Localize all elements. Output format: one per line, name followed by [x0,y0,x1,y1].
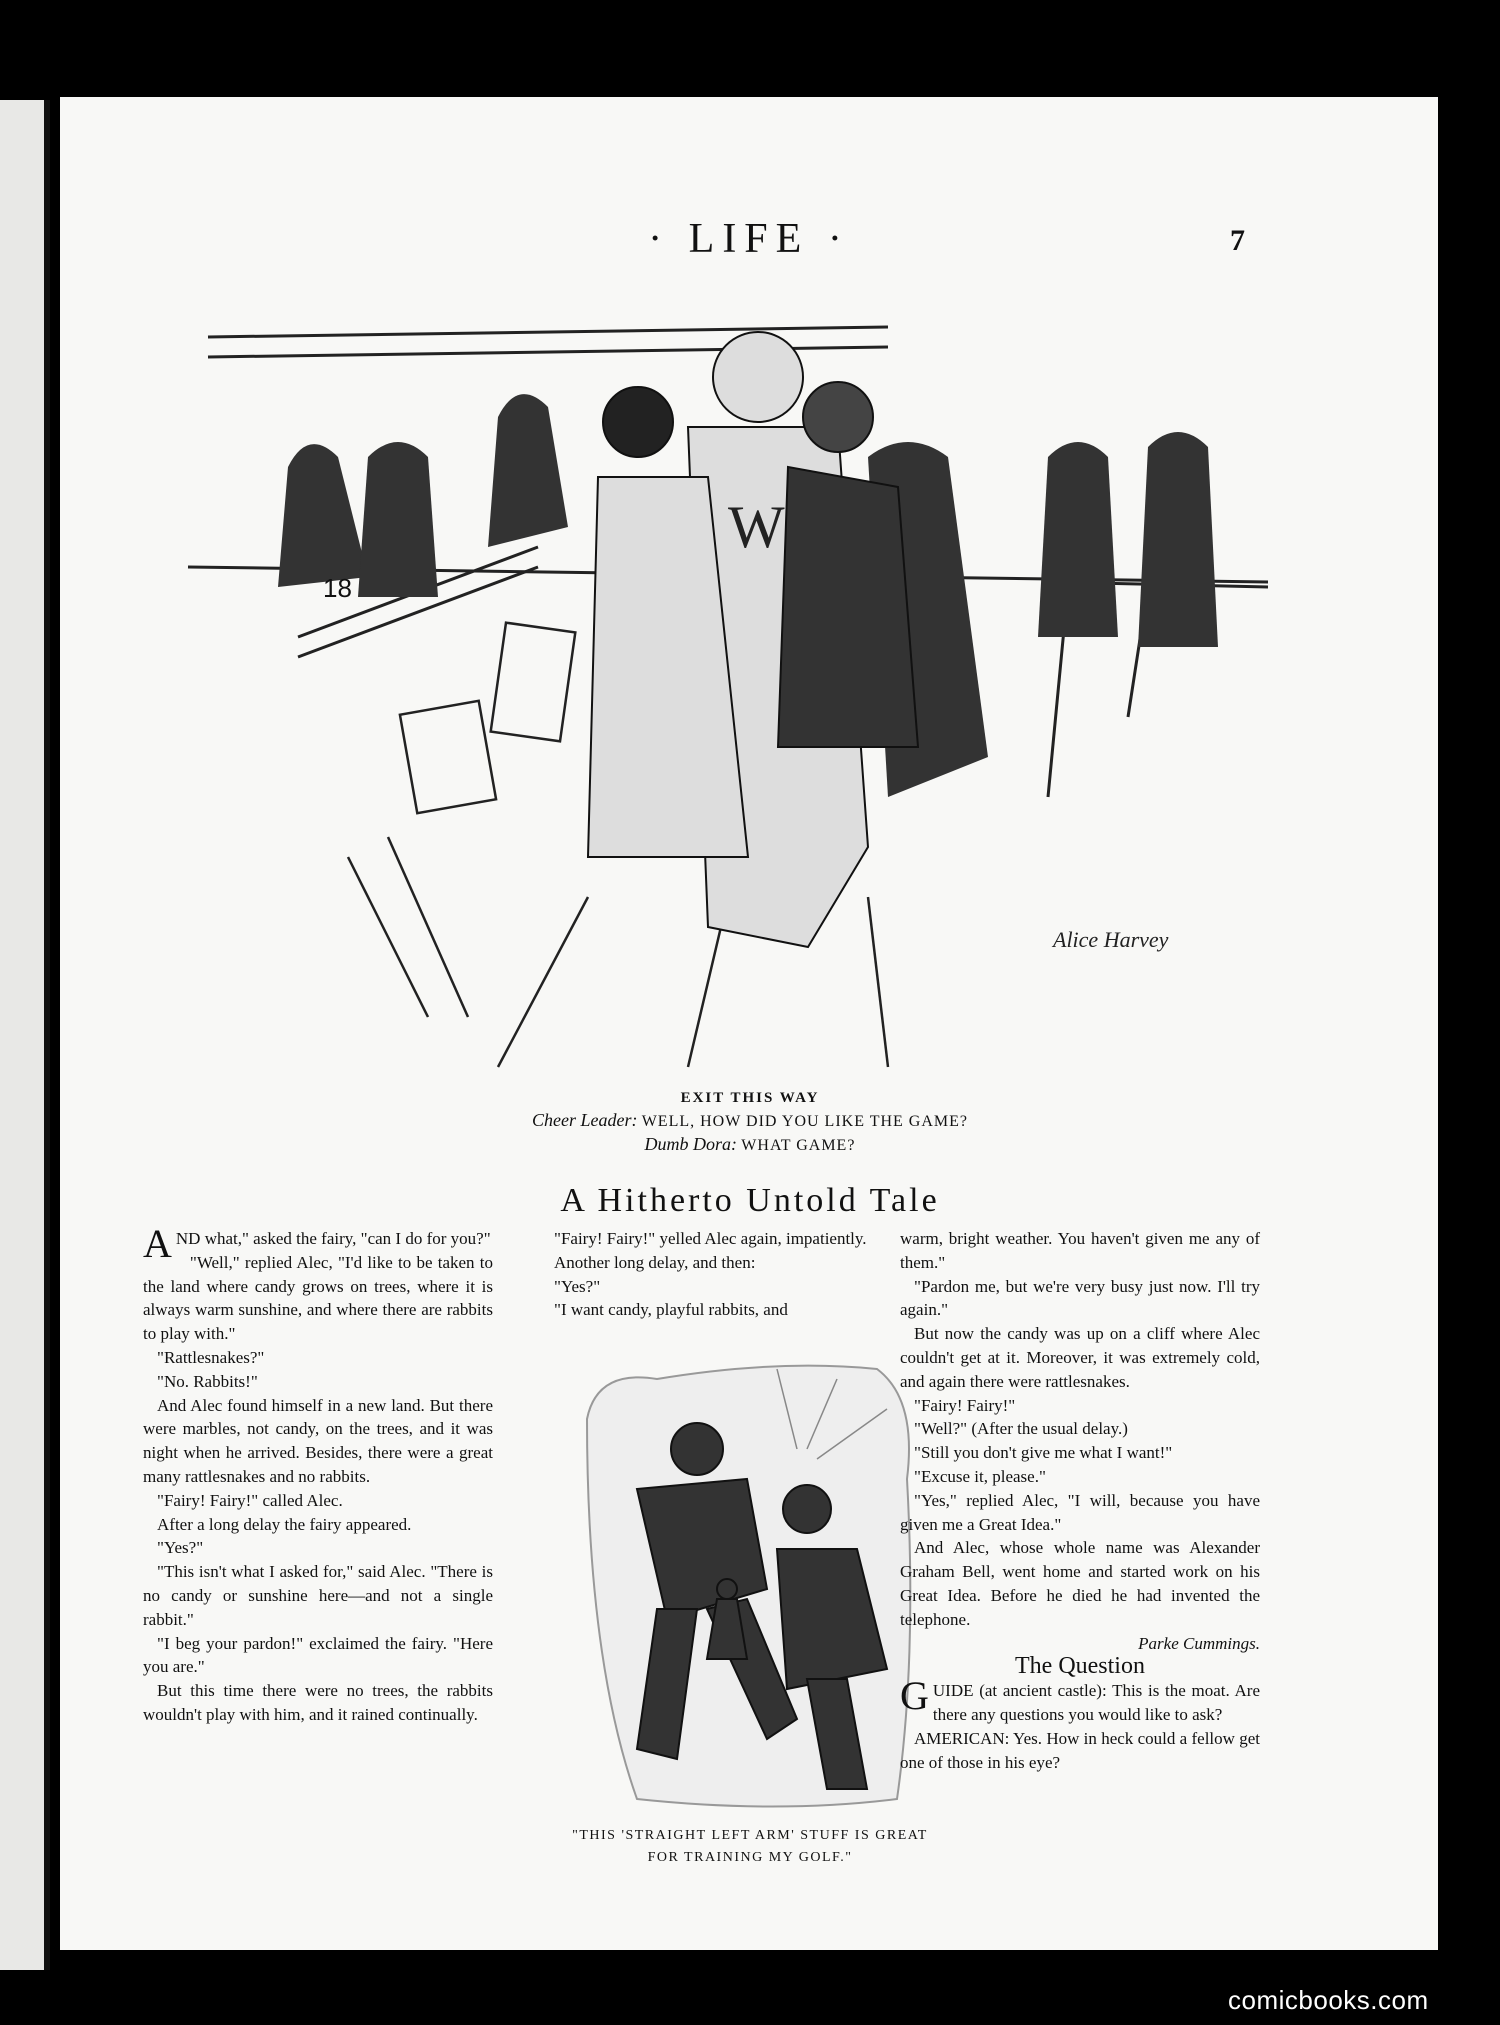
article-paragraph: But now the candy was up on a cliff where Alec couldn't get at it. Moreover, it was extremely cold, and again there were rattlesnakes. [900,1324,1260,1391]
article-paragraph: "Well?" (After the usual delay.) [914,1419,1128,1439]
magazine-page [60,97,1438,1950]
svg-text:18: 18 [323,573,352,603]
svg-text:Alice Harvey: Alice Harvey [1053,927,1169,952]
mid-cartoon-caption: "THIS 'STRAIGHT LEFT ARM' STUFF IS GREAT FOR TRAINING MY GOLF." [572,1828,928,1865]
article-paragraph: "I want candy, playful rabbits, and [554,1300,788,1320]
article-column-2 [540,1227,885,1322]
svg-text:W: W [728,494,785,560]
article-paragraph: But this time there were no trees, the rabbits wouldn't play with him, and it rained continually. [143,1681,493,1724]
caption-speech: WELL, HOW DID YOU LIKE THE GAME? [641,1113,969,1130]
article-column-3 [900,1227,1260,1774]
article-paragraph: "Fairy! Fairy!" yelled Alec again, impatiently. [554,1229,867,1248]
article-paragraph: "Pardon me, but we're very busy just now. I'll try again." [900,1276,1260,1320]
article-paragraph: "This isn't what I asked for," said Alec. "There is no candy or sunshine here—and not a single rabbit." [143,1562,493,1629]
article-paragraph: "Yes?" [157,1538,204,1558]
sidebar-title: The Question [1015,1653,1145,1680]
dropcap: A [143,1221,172,1266]
previous-page-edge [0,100,50,1970]
caption-speech: WHAT GAME? [741,1137,856,1154]
article-paragraph: "Well," replied Alec, "I'd like to be taken to the land where candy grows on trees, where it is always warm sunshine, and where there are rabbits to play with." [143,1252,493,1344]
cartoon-title: EXIT THIS WAY [680,1090,820,1106]
article-paragraph: Another long delay, and then: [554,1252,756,1272]
page-number: 7 [1230,224,1245,257]
caption-line [360,1133,1140,1157]
article-paragraph: "Fairy! Fairy!" called Alec. [157,1490,343,1510]
article-paragraph: "Still you don't give me what I want!" [914,1443,1173,1463]
watermark: comicbooks.com [1228,1985,1429,2015]
article-paragraph: And Alec, whose whole name was Alexander Graham Bell, went home and started work on his Great Idea. Before he died he had invented the telephone. [900,1538,1260,1629]
article-paragraph: warm, bright weather. You haven't given me any of them." [900,1229,1260,1272]
author-signature: Parke Cummings. [1138,1633,1260,1653]
caption-speaker: Dumb Dora: [644,1134,738,1154]
sidebar-paragraph: GUIDE (at ancient castle): This is the moat. Are there any questions you would like to ask? [900,1673,1260,1724]
article-paragraph: "No. Rabbits!" [157,1371,258,1391]
article-paragraph: "Fairy! Fairy!" [914,1395,1016,1415]
article-paragraph: "Rattlesnakes?" [157,1347,265,1367]
article-column-1 [143,1221,493,1727]
caption-speaker: Cheer Leader: [531,1110,638,1130]
football-stands-illustration [168,297,1328,1077]
article-paragraph: "I beg your pardon!" exclaimed the fairy. "Here you are." [143,1633,493,1677]
article-paragraph: And Alec found himself in a new land. But there were marbles, not candy, on the trees, and it was night when he arrived. Besides, there were a great many rattlesnakes and no rabbits. [143,1395,493,1486]
football-golf-illustration [577,1359,922,1814]
top-cartoon-caption [360,1087,1140,1157]
sidebar-paragraph: AMERICAN: Yes. How in heck could a fellow get one of those in his eye? [900,1728,1260,1772]
article-paragraph: AND what," asked the fairy, "can I do for you?" [143,1221,491,1266]
caption-line [360,1109,1140,1133]
article-paragraph: "Yes," replied Alec, "I will, because you have given me a Great Idea." [900,1490,1260,1534]
article-paragraph: "Excuse it, please." [914,1466,1046,1486]
running-head: · LIFE · [648,216,850,262]
article-paragraph: "Yes?" [554,1276,601,1296]
article-paragraph: After a long delay the fairy appeared. [157,1514,412,1534]
article-title: A Hitherto Untold Tale [560,1182,940,1219]
dropcap: G [900,1673,929,1719]
